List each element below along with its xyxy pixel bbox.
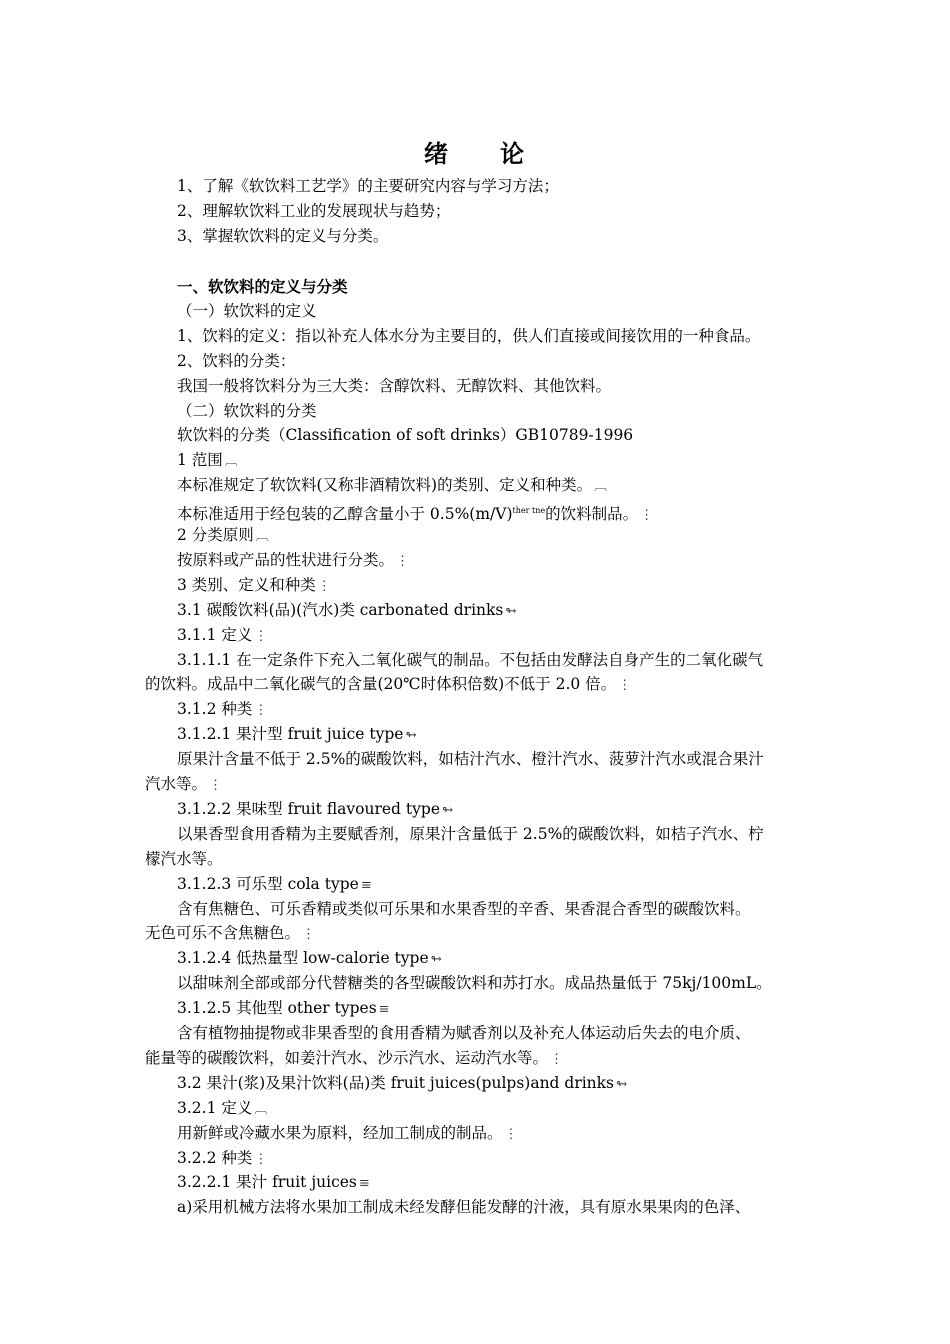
text-line [177,996,390,1022]
line-text: 3.1.1.1 在一定条件下充入二氧化碳气的制品。不包括由发酵法自身产生的二氧化碳气 [177,650,764,669]
line-text: 1、饮料的定义：指以补充人体水分为主要目的，供人们直接或间接饮用的一种食品。 [177,326,761,345]
line-text: 一、软饮料的定义与分类 [177,277,348,296]
objective-item: 3、掌握软饮料的定义与分类。 [177,227,389,245]
paragraph-mark-icon: ⋮ [618,678,632,694]
text-line [177,324,760,349]
paragraph-mark-icon: ⋮ [254,703,268,719]
superscript-artifact: ther tne [512,506,546,516]
line-text: 原果汁含量不低于 2.5%的碳酸饮料，如桔汁汽水、橙汁汽水、菠萝汁汽水或混合果汁 [177,750,764,769]
text-line [177,946,442,972]
text-line [177,1121,518,1147]
line-text: 3.2.1 定义 [177,1098,253,1117]
text-line [177,349,295,374]
objective-item: 1、了解《软饮料工艺学》的主要研究内容与学习方法； [177,177,559,195]
paragraph-mark-icon: ↬ [430,952,442,968]
text-line [177,1195,750,1220]
title-part-2: 论 [500,139,526,168]
paragraph-mark-icon: ↬ [616,1076,627,1092]
line-text: 1 范围 [177,451,223,470]
text-line [177,473,607,499]
objective-item: 2、理解软饮料工业的发展现状与趋势； [177,202,451,220]
text-line [177,1021,751,1046]
text-line [177,598,516,624]
line-text: 3.1.2.5 其他型 other types [177,999,377,1018]
text-line [177,299,317,324]
text-line [177,523,269,549]
paragraph-mark-icon: ︹ [254,1101,268,1117]
text-line [177,1170,370,1196]
line-text: 汽水等。 [145,775,208,793]
text-line [177,872,372,898]
paragraph-mark-icon: ≡ [358,1176,370,1192]
line-text: （一）软饮料的定义 [177,301,317,320]
paragraph-mark-icon: ︹ [594,479,608,495]
text-line [177,423,633,448]
text-line [177,399,317,424]
paragraph-mark-icon: ≡ [378,1002,390,1018]
paragraph-mark-icon: ⋮ [254,1151,268,1167]
line-text: 2 分类原则 [177,526,254,544]
line-text: 含有植物抽提物或非果香型的食用香精为赋香剂以及补充人体运动后失去的电介质、 [177,1024,751,1042]
line-text: 我国一般将饮料分为三大类：含醇饮料、无醇饮料、其他饮料。 [177,376,612,395]
text-line [177,374,611,399]
paragraph-mark-icon: ↬ [442,802,453,818]
text-line [177,722,416,748]
text-line [177,747,764,772]
line-text-tail: 的饮料制品。 [545,505,639,524]
line-text: 无色可乐不含焦糖色。 [145,924,301,943]
line-text: 以果香型食用香精为主要赋香剂，原果汁含量低于 2.5%的碳酸饮料，如桔子汽水、柠 [177,824,764,843]
text-line [177,697,267,723]
line-text: 3.1.1 定义 [177,625,253,644]
line-text: 3.1.2.1 果汁型 fruit juice type [177,725,404,744]
line-text: 3.1.2.2 果味型 fruit flavoured type [177,799,440,818]
line-text: 3.1 碳酸饮料(品)(汽水)类 carbonated drinks [177,600,504,619]
text-line [177,1096,267,1122]
paragraph-mark-icon: ↬ [505,603,517,619]
line-text: 3 类别、定义和种类 [177,575,316,594]
text-line [177,623,267,649]
line-text: 3.2.2 种类 [177,1148,253,1167]
line-text: 本标准规定了软饮料(又称非酒精饮料)的类别、定义和种类。 [177,476,593,495]
paragraph-mark-icon: ⋮ [209,778,223,793]
text-line [145,847,223,872]
line-text: 3.2.2.1 果汁 fruit juices [177,1173,357,1192]
paragraph-mark-icon: ⋮ [254,628,268,644]
text-line [177,1146,267,1172]
paragraph-mark-icon: ⋮ [550,1051,564,1067]
text-line [177,548,409,574]
line-text: 本标准适用于经包装的乙醇含量小于 0.5%(m/V) [177,505,513,524]
text-line [145,772,222,798]
line-text: 软饮料的分类（Classification of soft drinks）GB10789-1996 [177,426,634,445]
text-line [177,797,453,823]
paragraph-mark-icon: ︹ [224,454,238,470]
text-line [177,648,763,673]
paragraph-mark-icon: ↬ [405,728,417,744]
paragraph-mark-icon: ⋮ [317,578,331,594]
title-part-1: 绪 [424,139,450,168]
text-line [145,921,315,947]
text-line [177,897,751,922]
text-line [177,822,764,847]
line-text: 3.1.2 种类 [177,700,253,719]
text-line [177,971,772,996]
line-text: 含有焦糖色、可乐香精或类似可乐果和水果香型的辛香、果香混合香型的碳酸饮料。 [177,899,751,918]
line-text: 2、饮料的分类： [177,351,296,370]
line-text: 按原料或产品的性状进行分类。 [177,550,395,569]
paragraph-mark-icon: ⋮ [302,927,316,943]
paragraph-mark-icon: ⋮ [504,1126,518,1142]
paragraph-mark-icon: ⋮ [396,553,410,569]
line-text: 檬汽水等。 [145,849,223,868]
text-line [145,672,631,698]
line-text: 3.1.2.4 低热量型 low-calorie type [177,949,429,968]
line-text: （二）软饮料的分类 [177,401,317,420]
page-title [0,134,950,169]
line-text: 以甜味剂全部或部分代替糖类的各型碳酸饮料和苏打水。成品热量低于 75kj/100mL。 [177,974,772,993]
line-text: a)采用机械方法将水果加工制成未经发酵但能发酵的汁液，具有原水果果肉的色泽、 [177,1198,751,1217]
text-line [177,1071,627,1097]
text-line [145,1046,563,1072]
line-text: 3.2 果汁(浆)及果汁饮料(品)类 fruit juices(pulps)and drinks [177,1073,615,1092]
line-text: 用新鲜或冷藏水果为原料，经加工制成的制品。 [177,1123,503,1142]
paragraph-mark-icon: ⋮ [640,508,654,524]
paragraph-mark-icon: ︹ [255,529,269,544]
section-heading [177,274,348,299]
line-text: 的饮料。成品中二氧化碳气的含量(20℃时体积倍数)不低于 2.0 倍。 [145,675,617,694]
line-text: 能量等的碳酸饮料，如姜汁汽水、沙示汽水、运动汽水等。 [145,1048,549,1067]
line-text: 3.1.2.3 可乐型 cola type [177,874,359,893]
paragraph-mark-icon: ≡ [360,877,372,893]
text-line [177,448,238,474]
text-line [177,573,331,599]
